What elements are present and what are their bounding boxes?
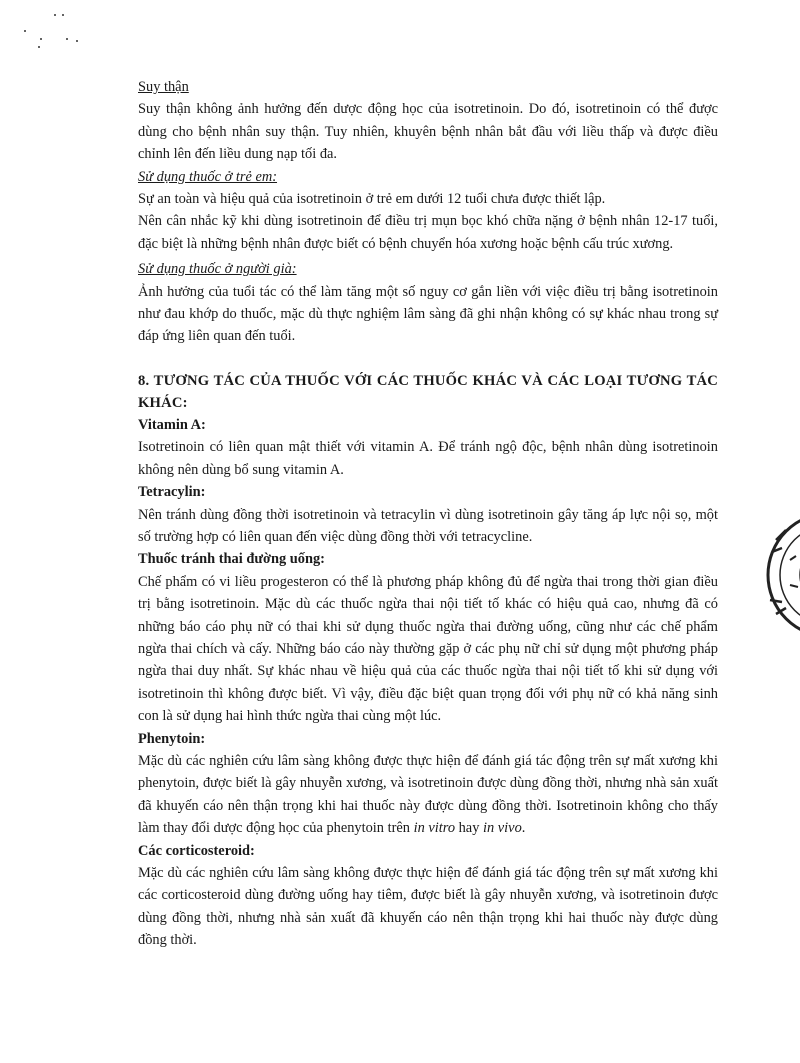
tetracylin-heading: Tetracylin: (138, 484, 206, 501)
phenytoin-heading: Phenytoin: (138, 730, 206, 747)
children-text-2: Nên cân nhắc kỹ khi dùng isotretinoin để điều trị mụn bọc khó chữa nặng ở bệnh nhân 12-17 tuổi, đặc biệt là những bệnh nhân được biết có bệnh chuyển hóa xương hoặc bệnh cấu trúc xương. (138, 213, 718, 252)
elderly-heading: Sử dụng thuốc ở người già: (138, 261, 297, 278)
phenytoin-text-c: . (521, 820, 526, 837)
vitamin-a-text: Isotretinoin có liên quan mật thiết với vitamin A. Để tránh ngộ độc, bệnh nhân dùng isotretinoin không nên dùng bổ sung vitamin A. (138, 439, 718, 478)
renal-text: Suy thận không ảnh hưởng đến dược động học của isotretinoin. Do đó, isotretinoin có thể được dùng cho bệnh nhân suy thận. Tuy nhiên, khuyên bệnh nhân bắt đầu với liều thấp và được điều chỉnh lên đến liều dung nạp tối đa. (138, 101, 718, 163)
tetracylin-text: Nên tránh dùng đồng thời isotretinoin và tetracylin vì dùng isotretinoin gây tăng áp lực nội sọ, một số trường hợp có liên quan đến việc dùng đồng thời với tetracycline. (138, 506, 718, 545)
document-page (138, 76, 718, 952)
in-vivo-term: in vivo (483, 820, 522, 837)
renal-heading: Suy thận (138, 79, 189, 95)
children-text-1: Sự an toàn và hiệu quả của isotretinoin ở trẻ em dưới 12 tuổi chưa được thiết lập. (138, 191, 606, 208)
children-heading: Sử dụng thuốc ở trẻ em: (138, 168, 278, 185)
vitamin-a-heading: Vitamin A: (138, 416, 206, 433)
phenytoin-text (138, 750, 718, 840)
elderly-text: Ảnh hưởng của tuổi tác có thể làm tăng một số nguy cơ gắn liền với việc điều trị bằng isotretinoin như đau khớp do thuốc, mặc dù thực nghiệm lâm sàng đã ghi nhận không có sự khác nhau trong sự đáp ứng liên quan đến tuổi. (138, 283, 718, 345)
phenytoin-text-b: hay (455, 820, 483, 837)
in-vitro-term: in vitro (413, 820, 456, 837)
section-8-title: 8. TƯƠNG TÁC CỦA THUỐC VỚI CÁC THUỐC KHÁC VÀ CÁC LOẠI TƯƠNG TÁC KHÁC: (138, 372, 718, 411)
corticosteroid-heading: Các corticosteroid: (138, 842, 255, 859)
corticosteroid-text: Mặc dù các nghiên cứu lâm sàng không được thực hiện để đánh giá tác động trên sự mất xương khi các corticosteroid dùng đường uống hay tiêm, được biết là gây nhuyễn xương, và isotretinoin được dùng đồng thời, nhưng nhà sản xuất đã khuyến cáo nên thận trọng khi hai thuốc này được dùng đồng thời. (138, 865, 718, 949)
oral-contraceptive-heading: Thuốc tránh thai đường uống: (138, 551, 325, 568)
official-stamp (760, 490, 800, 660)
phenytoin-text-a: Mặc dù các nghiên cứu lâm sàng không được thực hiện để đánh giá tác động trên sự mất xương khi phenytoin, được biết là gây nhuyễn xương, và isotretinoin được dùng đồng thời, nhưng nhà sản xuất đã khuyến cáo nên thận trọng khi hai thuốc này được dùng đồng thời. Isotretinoin không cho thấy làm thay đổi dược động học của phenytoin trên (138, 752, 718, 837)
oral-contraceptive-text: Chế phẩm có vi liều progesteron có thể là phương pháp không đủ để ngừa thai trong thời gian điều trị bằng isotretinoin. Mặc dù các thuốc ngừa thai nội tiết tố khác có hiệu quả cao, nhưng đã có những báo cáo phụ nữ có thai khi sử dụng thuốc ngừa thai đường uống, cũng như các chế phẩm ngừa thai chích và cấy. Những báo cáo này thường gặp ở các phụ nữ chỉ sử dụng một phương pháp ngừa thai duy nhất. Sự khác nhau về hiệu quả của các thuốc ngừa thai nội tiết tố khi sử dụng với isotretinoin thì không được biết. Vì vậy, điều đặc biệt quan trọng đối với phụ nữ có khả năng sinh con là sử dụng hai hình thức ngừa thai cùng một lúc. (138, 573, 718, 725)
scan-specks (22, 10, 82, 50)
